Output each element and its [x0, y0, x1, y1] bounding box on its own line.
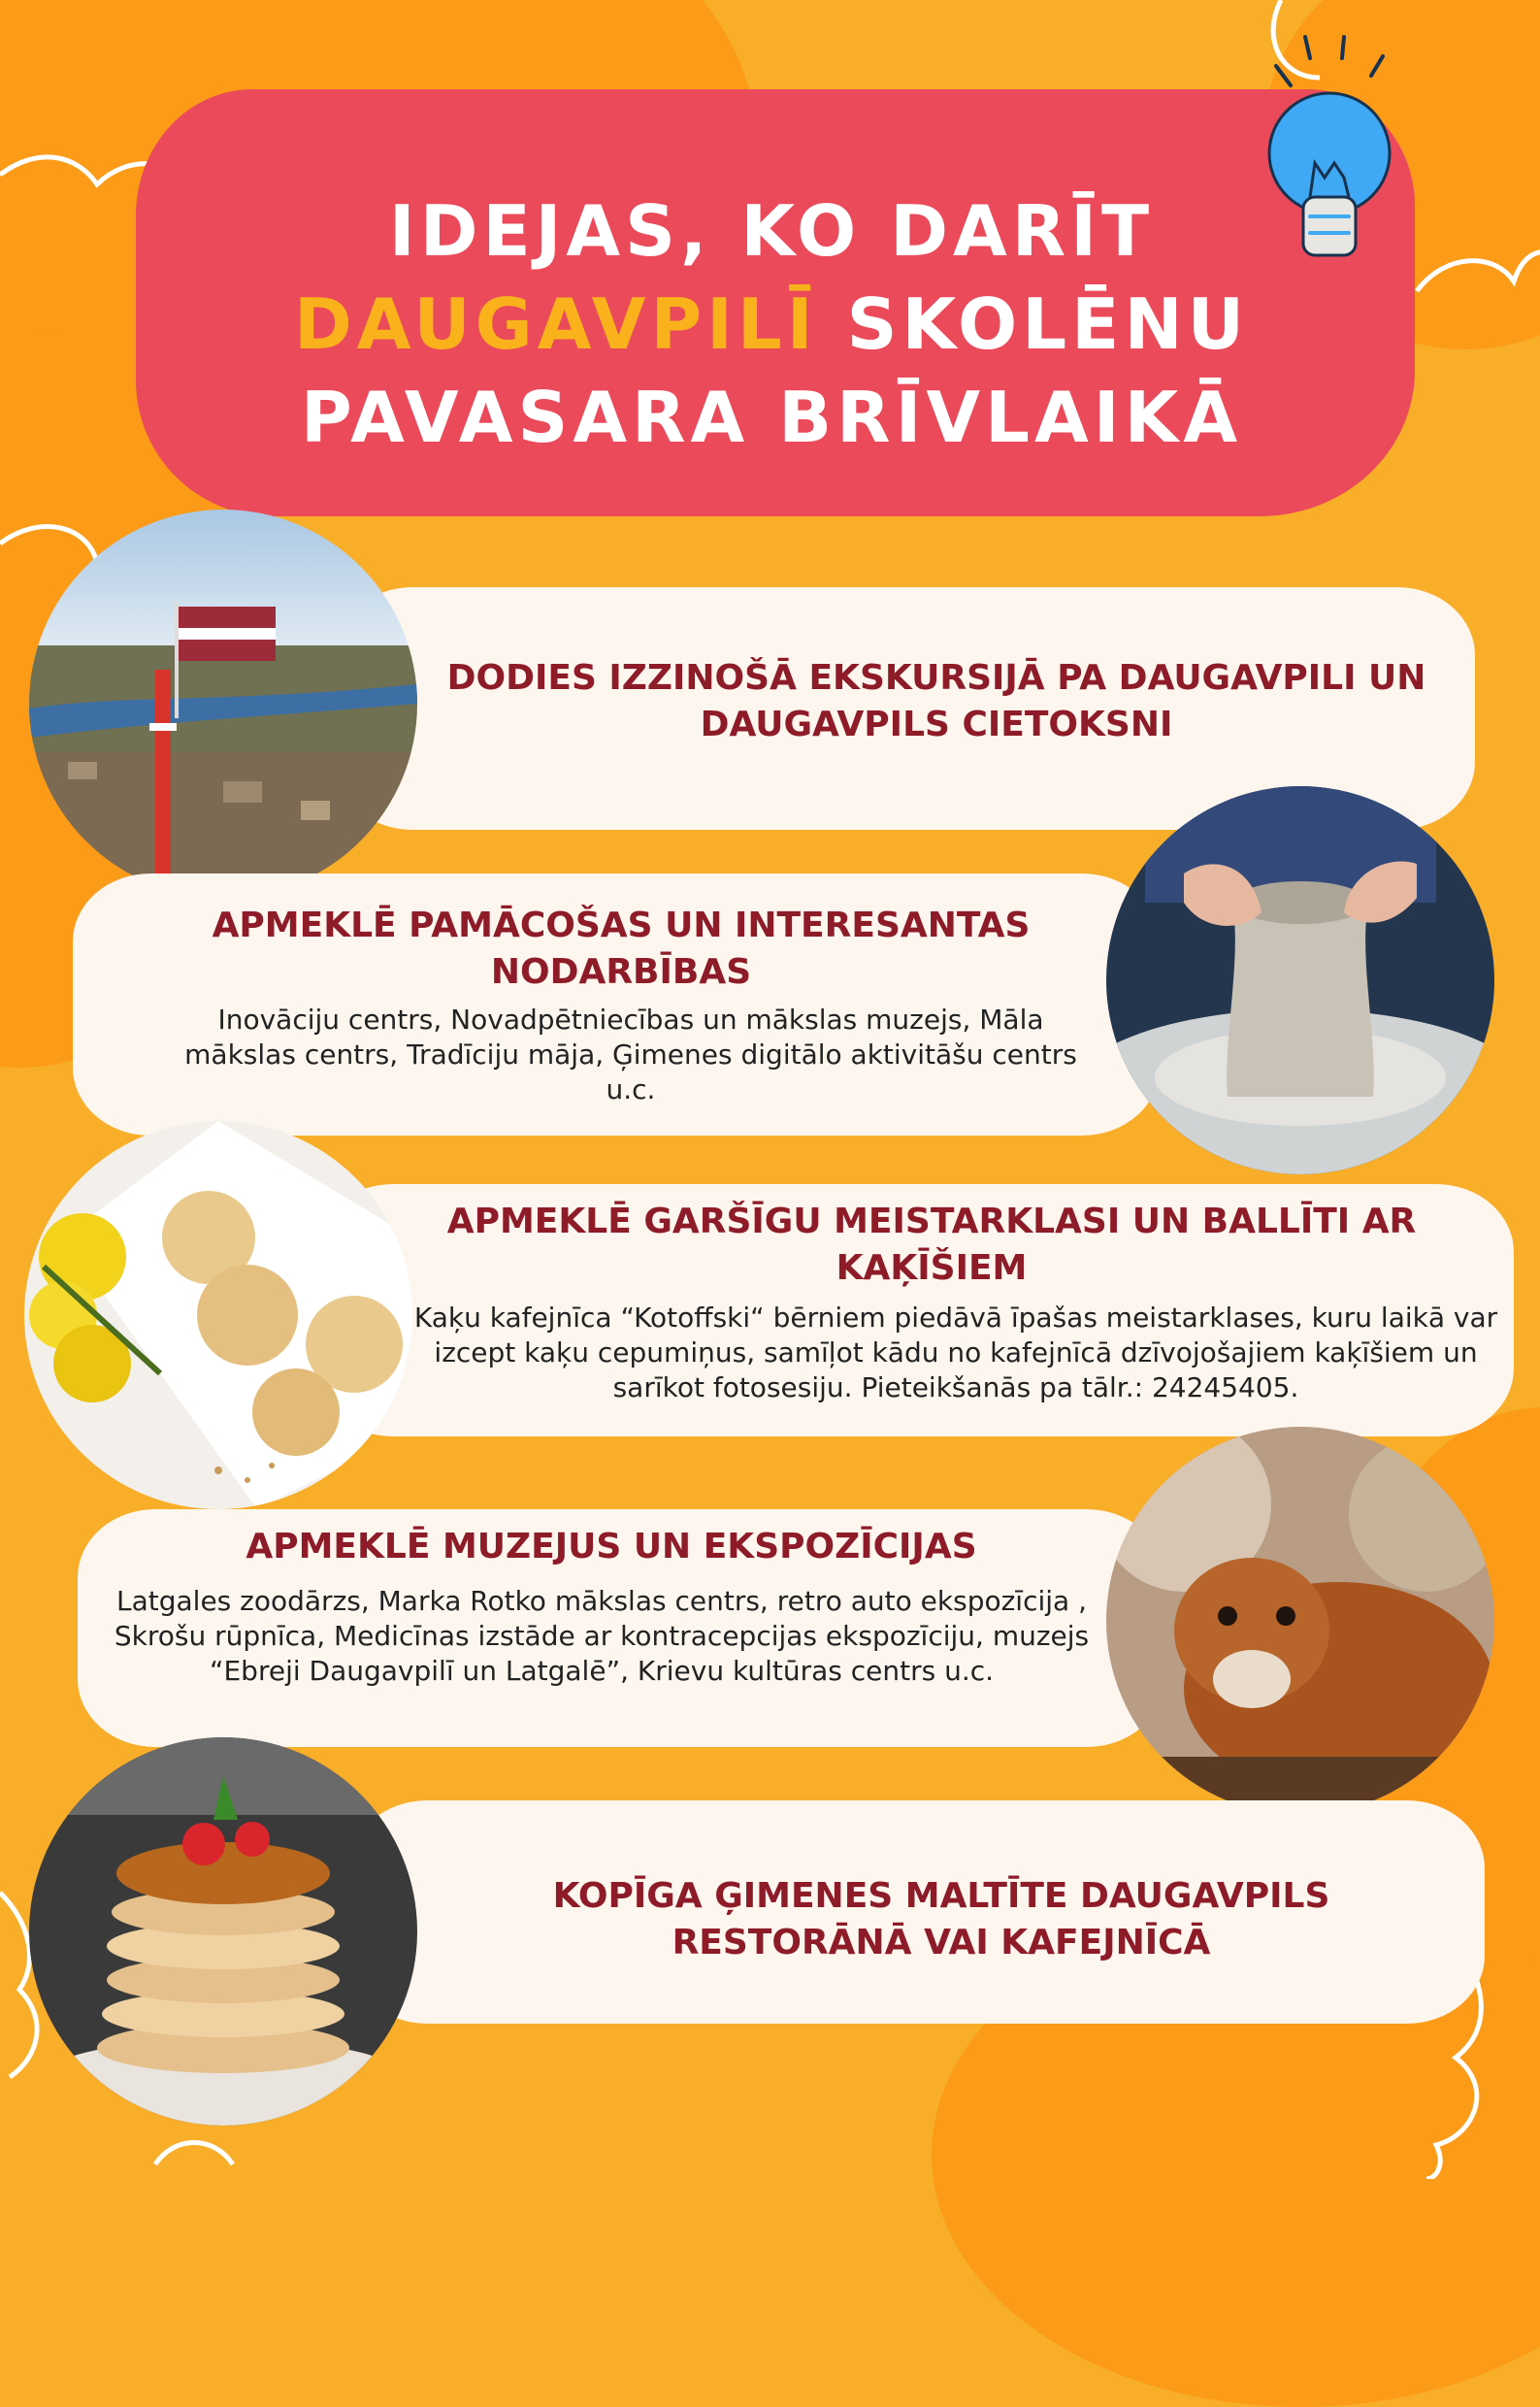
- title-line-2-rest: SKOLĒNU: [817, 283, 1250, 365]
- idea-description-4: Latgales zoodārzs, Marka Rotko mākslas centrs, retro auto ekspozīcija , Skrošu rūpnīca, Medicīnas izstāde ar kontracepcijas ekspozīciju, muzejs “Ebreji Daugavpilī un Latgalē”, Krievu kultūras centrs u.c.: [114, 1585, 1090, 1687]
- idea-heading-3: APMEKLĒ GARŠĪGU MEISTARKLASI UN BALLĪTI AR KAĶĪŠIEM: [446, 1202, 1417, 1288]
- title-line-2: [146, 278, 1397, 371]
- lightbulb-icon: [1257, 27, 1402, 280]
- photo-guinea-pig: [1106, 1427, 1494, 1815]
- photo-pottery-wheel: [1106, 786, 1494, 1174]
- idea-heading-5: KOPĪGA ĢIMENES MALTĪTE DAUGAVPILS RESTORĀNĀ VAI KAFEJNĪCĀ: [552, 1876, 1330, 1962]
- idea-description-3: Kaķu kafejnīca “Kotoffski“ bērniem piedāvā īpašas meistarklases, kuru laikā var izcept kaķu cepumiņus, samīļot kādu no kafejnīcā dzīvojošajiem kaķīšiem un sarīkot fotosesiju. Pieteikšanās pa tālr.: 24245405.: [413, 1302, 1498, 1403]
- title-line-3: PAVASARA BRĪVLAIKĀ: [300, 377, 1243, 458]
- title-line-1: IDEJAS, KO DARĪT: [388, 190, 1155, 272]
- title-accent-city: DAUGAVPILĪ: [293, 283, 818, 365]
- idea-heading-4: APMEKLĒ MUZEJUS UN EKSPOZĪCIJAS: [246, 1527, 977, 1566]
- page-title: [146, 184, 1397, 464]
- photo-cat-cookies: [24, 1121, 412, 1509]
- photo-pancake-stack: [29, 1737, 417, 2126]
- idea-heading-2: APMEKLĒ PAMĀCOŠAS UN INTERESANTAS NODARBĪBAS: [212, 906, 1031, 992]
- idea-heading-1: DODIES IZZINOŠĀ EKSKURSIJĀ PA DAUGAVPILI UN DAUGAVPILS CIETOKSNI: [446, 658, 1426, 744]
- idea-description-2: Inovāciju centrs, Novadpētniecības un mākslas muzejs, Māla mākslas centrs, Tradīciju māja, Ģimenes digitālo aktivitāšu centrs u.c.: [184, 1004, 1077, 1105]
- photo-latvian-flag-city: [29, 510, 417, 898]
